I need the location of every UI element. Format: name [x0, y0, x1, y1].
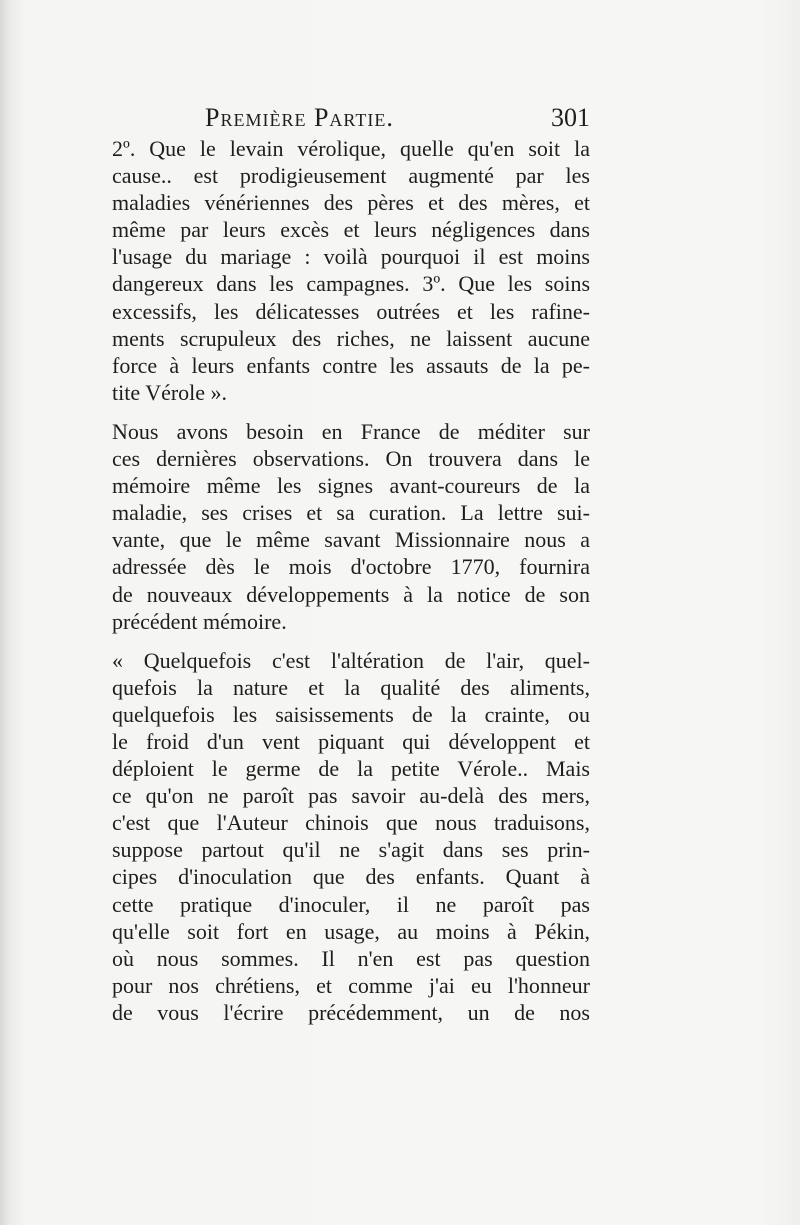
paragraph-2: [112, 418, 590, 635]
text-line: 2º. Que le levain vérolique, quelle qu'en soit la: [112, 136, 590, 161]
text-line: pour nos chrétiens, et comme j'ai eu l'honneur: [112, 972, 590, 998]
text-line: cipes d'inoculation que des enfants. Quant à: [112, 864, 590, 890]
page-header: [205, 103, 590, 137]
text-line: dangereux dans les campagnes. 3º. Que les soins: [112, 271, 590, 297]
text-line: de vous l'écrire précédemment, un de nos: [112, 999, 590, 1025]
text-line: cette pratique d'inoculer, il ne paroît pas: [112, 891, 590, 917]
text-line: adressée dès le mois d'octobre 1770, fournira: [112, 554, 590, 580]
text-line: précédent mémoire.: [112, 608, 287, 634]
text-line: mémoire même les signes avant-coureurs de la: [112, 473, 590, 499]
text-line: c'est que l'Auteur chinois que nous traduisons,: [112, 810, 590, 836]
text-line: tite Vérole ».: [112, 379, 228, 405]
paragraph-1: [112, 135, 590, 406]
text-line: de nouveaux développements à la notice de son: [112, 581, 590, 607]
text-line: ces dernières observations. On trouvera dans le: [112, 446, 590, 472]
text-line: où nous sommes. Il n'en est pas question: [112, 945, 590, 971]
text-line: vante, que le même savant Missionnaire nous a: [112, 527, 590, 553]
text-line: ments scrupuleux des riches, ne laissent aucune: [112, 325, 590, 351]
running-title: Première Partie.: [205, 103, 394, 132]
page-number: 301: [551, 103, 590, 132]
text-line: déploient le germe de la petite Vérole.. Mais: [112, 756, 590, 782]
paragraph-gap: [112, 406, 590, 418]
paragraph-gap: [112, 635, 590, 647]
text-line: Nous avons besoin en France de méditer sur: [112, 418, 590, 444]
text-line: excessifs, les délicatesses outrées et les rafine-: [112, 298, 590, 324]
text-line: force à leurs enfants contre les assauts de la pe-: [112, 352, 590, 378]
text-line: quelquefois les saisissements de la crainte, ou: [112, 701, 590, 727]
text-line: qu'elle soit fort en usage, au moins à Pékin,: [112, 918, 590, 944]
text-line: « Quelquefois c'est l'altération de l'air, quel-: [112, 647, 590, 673]
text-line: maladie, ses crises et sa curation. La lettre sui-: [112, 500, 590, 526]
text-line: même par leurs excès et leurs négligences dans: [112, 217, 590, 243]
text-line: cause.. est prodigieusement augmenté par les: [112, 163, 590, 189]
text-line: ce qu'on ne paroît pas savoir au-delà des mers,: [112, 783, 590, 809]
text-line: maladies vénériennes des pères et des mères, et: [112, 190, 590, 216]
paragraph-3: [112, 647, 590, 1026]
text-line: le froid d'un vent piquant qui développent et: [112, 728, 590, 754]
body-text: [112, 135, 590, 1026]
text-line: l'usage du mariage : voilà pourquoi il est moins: [112, 244, 590, 270]
text-line: suppose partout qu'il ne s'agit dans ses prin-: [112, 837, 590, 863]
text-line: quefois la nature et la qualité des aliments,: [112, 674, 590, 700]
